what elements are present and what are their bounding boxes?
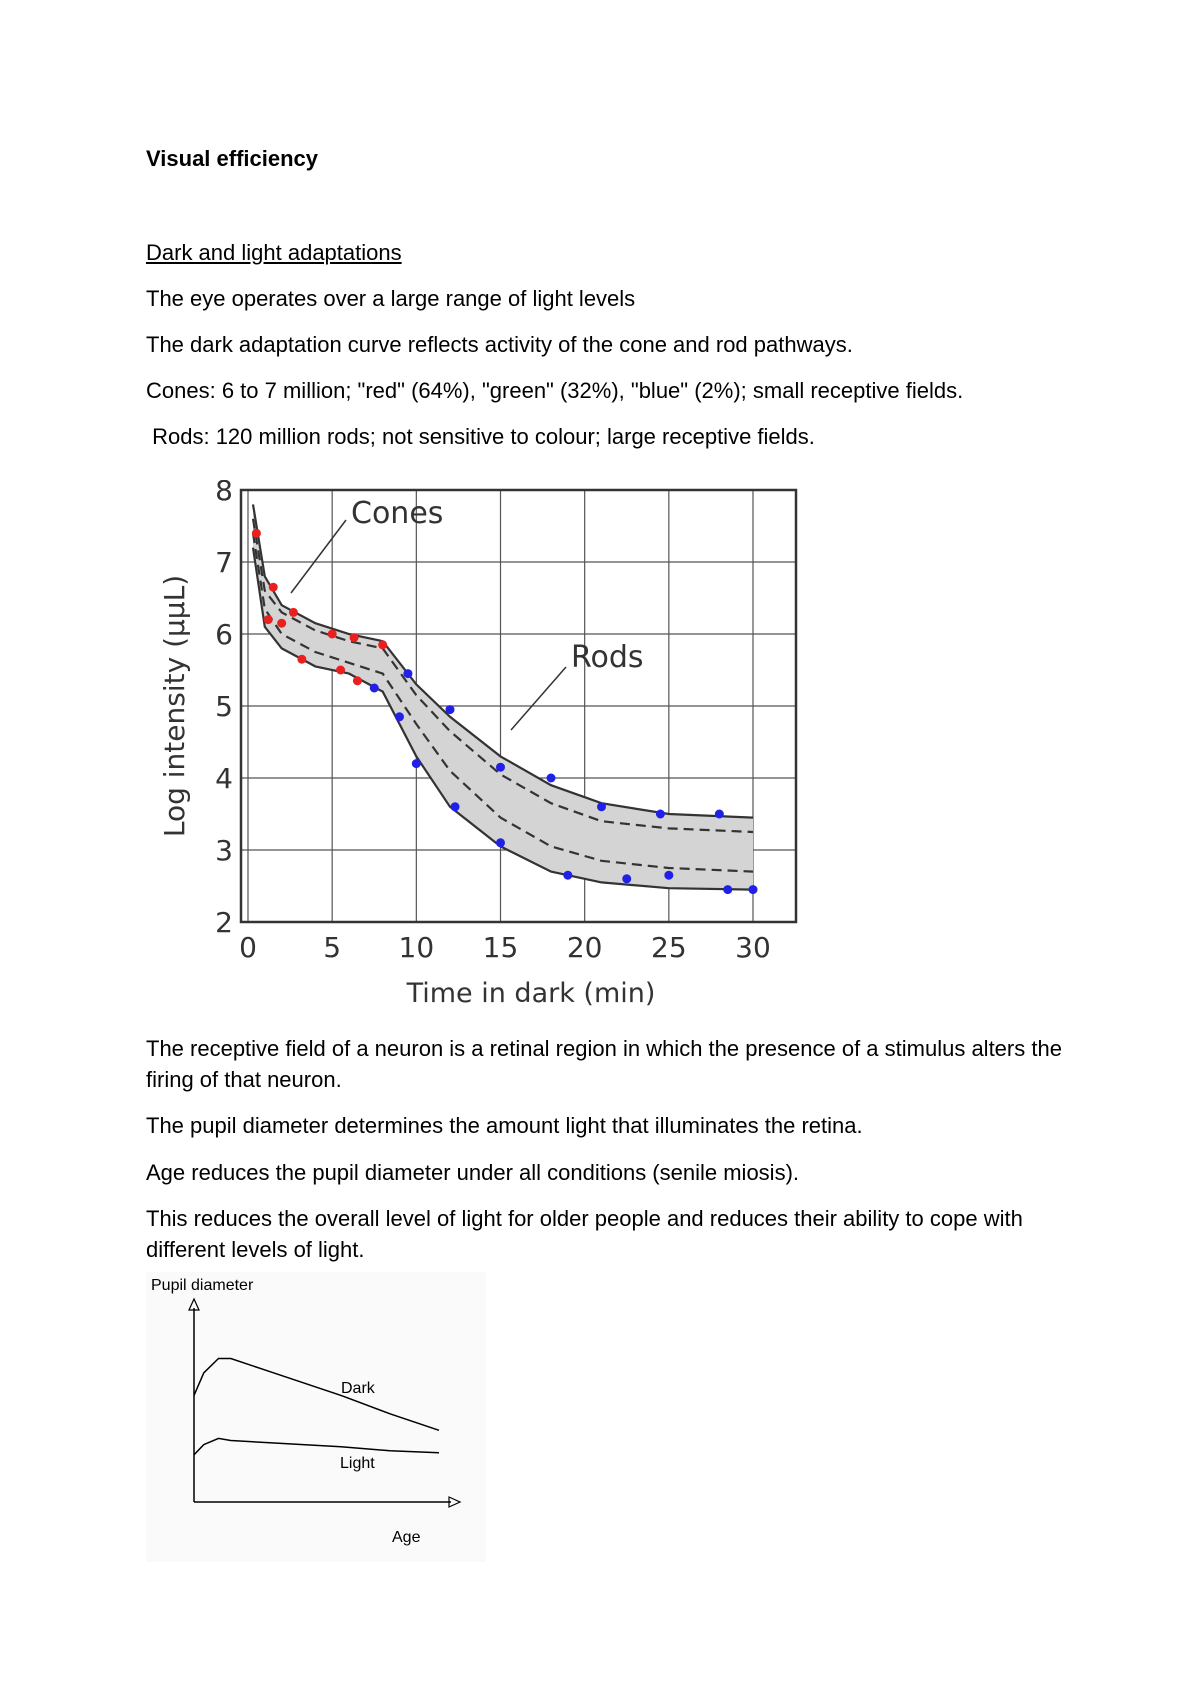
intro-line: The dark adaptation curve reflects activity of the cone and rod pathways. — [146, 332, 853, 357]
cone-data-point — [277, 619, 286, 628]
rod-data-point — [403, 669, 412, 678]
cone-data-point — [297, 655, 306, 664]
cone-data-point — [264, 615, 273, 624]
x-tick-label: 30 — [735, 931, 771, 964]
rod-data-point — [496, 838, 505, 847]
rod-data-point — [370, 684, 379, 693]
rod-data-point — [563, 871, 572, 880]
x-tick-label: 10 — [398, 931, 435, 964]
y-axis-label: Pupil diameter — [151, 1277, 254, 1294]
body-paragraph: Age reduces the pupil diameter under all conditions (senile miosis). — [146, 1160, 800, 1185]
x-axis-label: Time in dark (min) — [406, 978, 656, 1009]
y-axis-label: Log intensity (μμL) — [158, 574, 191, 838]
x-tick-label: 15 — [482, 931, 519, 964]
y-tick-label: 5 — [215, 690, 233, 723]
rod-data-point — [547, 774, 556, 783]
cone-data-point — [269, 583, 278, 592]
dark-adaptation-chart — [146, 480, 806, 1010]
y-tick-label: 2 — [215, 906, 233, 939]
rod-data-point — [656, 810, 665, 819]
rod-data-point — [446, 705, 455, 714]
cones-annotation: Cones — [351, 496, 444, 531]
rods-annotation: Rods — [571, 640, 644, 675]
cone-data-point — [328, 630, 337, 639]
cone-data-point — [252, 529, 261, 538]
rods-pointer — [511, 667, 566, 730]
cones-pointer — [291, 520, 346, 593]
cone-data-point — [289, 608, 298, 617]
rod-data-point — [723, 885, 732, 894]
y-tick-label: 8 — [215, 480, 233, 507]
light-curve-label: Light — [340, 1455, 375, 1472]
cone-data-point — [378, 640, 387, 649]
page-title: Visual efficiency — [146, 146, 319, 171]
body-paragraph: This reduces the overall level of light for older people and reduces their ability to cope with different levels of light. — [146, 1206, 1023, 1262]
section-heading: Dark and light adaptations — [146, 240, 402, 265]
intro-line: Rods: 120 million rods; not sensitive to colour; large receptive fields. — [146, 424, 815, 449]
dark-curve-label: Dark — [341, 1380, 375, 1397]
x-tick-label: 0 — [239, 931, 257, 964]
rod-data-point — [622, 874, 631, 883]
body-paragraph: The pupil diameter determines the amount light that illuminates the retina. — [146, 1113, 863, 1138]
y-tick-label: 4 — [215, 762, 233, 795]
y-tick-label: 3 — [215, 834, 233, 867]
x-tick-label: 5 — [323, 931, 342, 964]
figure-background — [146, 1272, 486, 1562]
x-tick-label: 25 — [651, 931, 687, 964]
rod-data-point — [451, 802, 460, 811]
body-paragraph: The receptive field of a neuron is a retinal region in which the presence of a stimulus alters the firing of that neuron. — [146, 1036, 1062, 1092]
rod-data-point — [412, 759, 421, 768]
rod-data-point — [597, 802, 606, 811]
x-tick-label: 20 — [566, 931, 603, 964]
cone-data-point — [353, 676, 362, 685]
y-tick-label: 6 — [215, 618, 233, 651]
intro-line: The eye operates over a large range of light levels — [146, 286, 636, 311]
rod-data-point — [749, 885, 758, 894]
rod-data-point — [496, 763, 505, 772]
pupil-diameter-chart — [146, 1272, 486, 1562]
intro-line: Cones: 6 to 7 million; "red" (64%), "green" (32%), "blue" (2%); small receptive fields. — [146, 378, 964, 403]
y-tick-label: 7 — [215, 546, 233, 579]
rod-data-point — [664, 871, 673, 880]
cone-data-point — [350, 633, 359, 642]
rod-data-point — [715, 810, 724, 819]
rod-data-point — [395, 712, 404, 721]
cone-data-point — [336, 666, 345, 675]
x-axis-label: Age — [392, 1529, 421, 1546]
